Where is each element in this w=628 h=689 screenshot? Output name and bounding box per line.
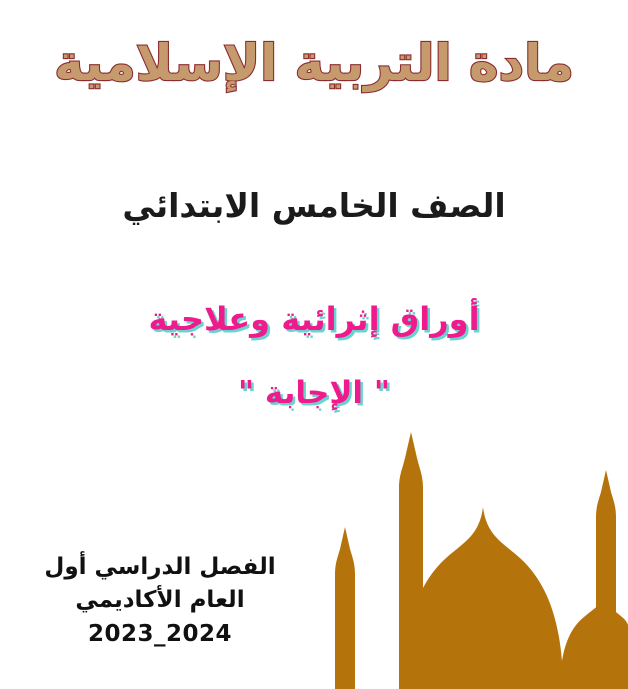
page-title: مادة التربية الإسلامية (54, 34, 574, 92)
footer (30, 551, 290, 651)
footer-academic-year-value: 2023_2024 (87, 620, 233, 647)
grade-subtitle: الصف الخامس الابتدائي (122, 186, 506, 225)
footer-academic-year-label: العام الأكاديمي (75, 587, 245, 614)
answer-key-label: " الإجابة " (237, 375, 391, 411)
sheets-label: أوراق إثرائية وعلاجية (148, 300, 480, 338)
footer-term: الفصل الدراسي أول (44, 554, 276, 580)
